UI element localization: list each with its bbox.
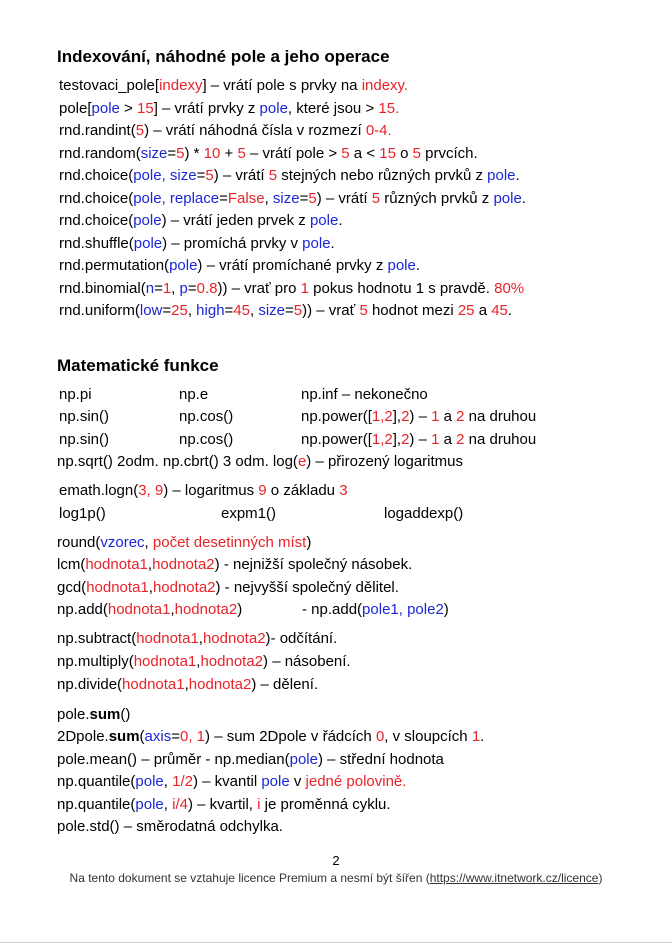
function-cell: [301, 408, 536, 426]
code-line: [57, 818, 283, 836]
text-fragment: 2: [401, 431, 410, 448]
code-line: [57, 728, 484, 746]
text-fragment: 15: [379, 145, 396, 162]
text-fragment: rnd.permutation(: [59, 257, 170, 274]
text-fragment: np.e: [179, 386, 209, 403]
text-fragment: np.pi: [59, 386, 92, 403]
text-fragment: ) – sum 2Dpole v řádcích: [205, 728, 376, 745]
license-suffix: ): [598, 871, 603, 885]
function-cell: [59, 408, 109, 426]
code-line: [57, 676, 318, 694]
text-fragment: =: [154, 280, 163, 297]
text-fragment: =: [187, 280, 197, 297]
text-fragment: ) – násobení.: [263, 653, 351, 670]
text-fragment: 15.: [378, 100, 400, 117]
text-fragment: pole: [309, 212, 339, 229]
text-fragment: 0-4.: [365, 122, 392, 139]
text-fragment: 2Dpole.: [57, 728, 109, 745]
code-line: [59, 145, 478, 163]
text-fragment: 3, 9: [138, 482, 164, 499]
text-fragment: ,: [144, 534, 153, 551]
text-fragment: 5: [371, 190, 381, 207]
text-fragment: prvcích.: [420, 145, 478, 162]
text-fragment: pole: [91, 100, 120, 117]
text-fragment: np.sqrt() 2odm. np.cbrt() 3 odm. log(: [57, 453, 298, 470]
code-line: [59, 280, 524, 298]
text-fragment: 3: [339, 482, 348, 499]
function-cell: [179, 408, 233, 426]
text-fragment: high: [196, 302, 225, 319]
text-fragment: pole.mean() – průměr - np.median(: [57, 751, 290, 768]
text-fragment: False: [227, 190, 265, 207]
text-fragment: 5: [176, 145, 185, 162]
text-fragment: hodnota1: [107, 601, 171, 618]
code-line: [59, 190, 526, 208]
text-fragment: v: [289, 773, 306, 790]
code-line: [57, 773, 406, 791]
text-fragment: np.add(: [57, 601, 108, 618]
text-fragment: =: [299, 190, 309, 207]
text-fragment: np.sin(): [59, 431, 110, 448]
function-cell: [301, 386, 428, 404]
license-link[interactable]: https://www.itnetwork.cz/licence: [429, 871, 599, 885]
text-fragment: hodnot mezi: [367, 302, 458, 319]
code-line: [59, 100, 399, 118]
text-fragment: pole[: [59, 100, 92, 117]
function-cell: [179, 386, 208, 404]
text-fragment: počet desetinných míst: [152, 534, 307, 551]
text-fragment: a: [439, 431, 457, 448]
text-fragment: hodnota1: [136, 630, 199, 647]
function-cell: [301, 431, 536, 449]
text-fragment: pole: [169, 257, 198, 274]
license-text: Na tento dokument se vztahuje licence Premium a nesmí být šířen (: [69, 871, 430, 885]
text-fragment: 2: [456, 408, 465, 425]
text-fragment: ) – kvartil,: [187, 796, 258, 813]
text-fragment: 5: [268, 167, 278, 184]
text-fragment: low: [139, 302, 163, 319]
text-fragment: p: [179, 280, 188, 297]
text-fragment: jedné polovině.: [305, 773, 407, 790]
text-fragment: sum: [89, 706, 121, 723]
code-line: [59, 302, 512, 320]
text-fragment: =: [285, 302, 294, 319]
text-fragment: ): [306, 534, 312, 551]
text-fragment: .: [515, 167, 520, 184]
text-fragment: =: [196, 167, 206, 184]
text-fragment: i: [257, 796, 261, 813]
text-fragment: np.cos(): [179, 408, 234, 425]
text-fragment: np.subtract(: [57, 630, 137, 647]
text-fragment: 1: [162, 280, 172, 297]
text-fragment: ) – přirozený logaritmus: [306, 453, 464, 470]
text-fragment: ,: [249, 302, 259, 319]
text-fragment: hodnota2: [152, 579, 216, 596]
text-fragment: ,: [198, 630, 203, 647]
text-fragment: np.sin(): [59, 408, 110, 425]
function-cell: [59, 431, 109, 449]
text-fragment: )) – vrať pro: [217, 280, 301, 297]
function-cell: expm1(): [221, 505, 277, 522]
code-line: [302, 601, 449, 619]
text-fragment: pole: [387, 257, 416, 274]
code-line: [57, 534, 311, 552]
text-fragment: pole: [259, 100, 288, 117]
text-fragment: np.multiply(: [57, 653, 134, 670]
text-fragment: ,: [187, 302, 197, 319]
text-fragment: hodnota2: [200, 653, 264, 670]
text-fragment: 1,2: [371, 431, 393, 448]
text-fragment: .: [415, 257, 421, 274]
text-fragment: 5: [135, 122, 145, 139]
text-fragment: (: [139, 728, 145, 745]
text-fragment: 1: [431, 408, 440, 425]
text-fragment: >: [119, 100, 137, 117]
text-fragment: ,: [171, 280, 180, 297]
code-line: [57, 453, 463, 471]
text-fragment: 80%: [494, 280, 525, 297]
text-fragment: )) – vrať: [302, 302, 360, 319]
text-fragment: 15: [137, 100, 154, 117]
text-fragment: lcm(: [57, 556, 86, 573]
code-line: [59, 167, 520, 185]
text-fragment: o základu: [266, 482, 340, 499]
text-fragment: ,: [170, 601, 175, 618]
text-fragment: pole: [261, 773, 290, 790]
function-cell: [59, 386, 92, 404]
text-fragment: ,: [148, 579, 153, 596]
text-fragment: e: [297, 453, 307, 470]
text-fragment: rnd.random(: [59, 145, 141, 162]
text-fragment: np.divide(: [57, 676, 123, 693]
text-fragment: pole: [135, 796, 164, 813]
text-fragment: =: [162, 302, 172, 319]
text-fragment: ],: [392, 408, 402, 425]
text-fragment: rnd.choice(: [59, 190, 134, 207]
text-fragment: )- odčítání.: [265, 630, 338, 647]
text-fragment: - np.add(: [302, 601, 363, 618]
text-fragment: ] – vrátí pole s prvky na: [202, 77, 362, 94]
text-fragment: ] – vrátí prvky z: [153, 100, 260, 117]
text-fragment: ,: [163, 796, 173, 813]
license-footer: [0, 871, 672, 885]
text-fragment: np.inf – nekonečno: [301, 386, 428, 403]
text-fragment: pole, replace: [133, 190, 220, 207]
text-fragment: size: [258, 302, 286, 319]
text-fragment: 1/2: [172, 773, 193, 790]
text-fragment: pokus hodnotu 1 s pravdě.: [308, 280, 495, 297]
text-fragment: indexy.: [361, 77, 409, 94]
text-fragment: ) – vrátí: [213, 167, 269, 184]
code-line: [59, 122, 392, 140]
text-fragment: 2: [456, 431, 465, 448]
text-fragment: různých prvků z: [380, 190, 494, 207]
section-title-math: Matematické funkce: [57, 356, 219, 375]
text-fragment: stejných nebo různých prvků z: [277, 167, 488, 184]
text-fragment: rnd.choice(: [59, 212, 134, 229]
text-fragment: =: [219, 190, 228, 207]
text-fragment: 5: [237, 145, 246, 162]
text-fragment: ) - nejvyšší společný dělitel.: [215, 579, 399, 596]
text-fragment: a <: [349, 145, 380, 162]
text-fragment: ,: [264, 190, 273, 207]
text-fragment: pole: [133, 212, 162, 229]
text-fragment: sum: [108, 728, 140, 745]
text-fragment: i/4: [172, 796, 188, 813]
text-fragment: pole, size: [133, 167, 197, 184]
text-fragment: 5: [308, 190, 317, 207]
text-fragment: 5: [205, 167, 214, 184]
text-fragment: 1: [431, 431, 440, 448]
text-fragment: pole: [289, 751, 318, 768]
text-fragment: pole.std() – směrodatná odchylka.: [57, 818, 283, 835]
text-fragment: ],: [392, 431, 402, 448]
text-fragment: 1,2: [371, 408, 393, 425]
text-fragment: ) – vrátí jeden prvek z: [161, 212, 310, 229]
text-fragment: 0.8: [196, 280, 218, 297]
text-fragment: hodnota1: [85, 556, 148, 573]
text-fragment: 5: [359, 302, 368, 319]
text-fragment: testovaci_pole[: [59, 77, 160, 94]
text-fragment: a: [474, 302, 492, 319]
code-line: [59, 482, 348, 500]
text-fragment: 9: [258, 482, 267, 499]
text-fragment: ,: [184, 676, 189, 693]
text-fragment: size: [272, 190, 300, 207]
text-fragment: rnd.randint(: [59, 122, 136, 139]
text-fragment: ) – vrátí: [316, 190, 372, 207]
code-line: [59, 257, 420, 275]
text-fragment: np.cos(): [179, 431, 234, 448]
text-fragment: ,: [163, 773, 173, 790]
text-fragment: pole: [133, 235, 163, 252]
text-fragment: , které jsou >: [287, 100, 379, 117]
page-number: 2: [332, 853, 340, 868]
text-fragment: .: [338, 212, 343, 229]
text-fragment: .: [521, 190, 526, 207]
text-fragment: (): [120, 706, 131, 723]
text-fragment: hodnota1: [86, 579, 149, 596]
text-fragment: rnd.shuffle(: [59, 235, 134, 252]
text-fragment: rnd.choice(: [59, 167, 134, 184]
text-fragment: ) – střední hodnota: [317, 751, 444, 768]
text-fragment: 10: [203, 145, 221, 162]
text-fragment: gcd(: [57, 579, 87, 596]
code-line: [59, 77, 408, 95]
text-fragment: =: [171, 728, 180, 745]
function-cell: [179, 431, 233, 449]
text-fragment: vzorec: [100, 534, 145, 551]
code-line: [57, 751, 444, 769]
text-fragment: na druhou: [464, 431, 537, 448]
text-fragment: ,: [196, 653, 201, 670]
text-fragment: ) –: [409, 431, 432, 448]
text-fragment: np.quantile(: [57, 773, 136, 790]
text-fragment: pole.: [57, 706, 90, 723]
text-fragment: 5: [412, 145, 421, 162]
text-fragment: – vrátí pole >: [245, 145, 342, 162]
text-fragment: .: [507, 302, 513, 319]
text-fragment: hodnota1: [133, 653, 197, 670]
text-fragment: na druhou: [464, 408, 537, 425]
code-line: [57, 630, 337, 648]
code-line: [57, 653, 351, 671]
code-line: [59, 212, 343, 230]
text-fragment: hodnota1: [122, 676, 185, 693]
text-fragment: .: [480, 728, 485, 745]
text-fragment: 0: [375, 728, 385, 745]
function-cell: log1p(): [59, 505, 106, 522]
text-fragment: round(: [57, 534, 101, 551]
text-fragment: ) – vrátí náhodná čísla v rozmezí: [144, 122, 366, 139]
text-fragment: hodnota2: [174, 601, 238, 618]
text-fragment: 25: [457, 302, 475, 319]
text-fragment: ) – kvantil: [192, 773, 262, 790]
text-fragment: 2: [401, 408, 410, 425]
text-fragment: ,: [147, 556, 153, 573]
text-fragment: pole1, pole2: [362, 601, 444, 618]
text-fragment: rnd.binomial(: [59, 280, 146, 297]
text-fragment: .: [330, 235, 335, 252]
text-fragment: hodnota2: [202, 630, 266, 647]
text-fragment: ) – vrátí promíchané prvky z: [197, 257, 388, 274]
code-line: [57, 556, 412, 574]
text-fragment: indexy: [159, 77, 203, 94]
text-fragment: 1: [471, 728, 481, 745]
text-fragment: 45: [233, 302, 250, 319]
section-title-indexing: Indexování, náhodné pole a jeho operace: [57, 47, 390, 66]
text-fragment: size: [140, 145, 168, 162]
text-fragment: rnd.uniform(: [59, 302, 140, 319]
text-fragment: 25: [171, 302, 188, 319]
text-fragment: ): [443, 601, 449, 618]
text-fragment: 0, 1: [180, 728, 206, 745]
text-fragment: ) - nejnižší společný násobek.: [214, 556, 413, 573]
text-fragment: hodnota2: [152, 556, 215, 573]
code-line: [57, 579, 399, 597]
page-bottom-border: [0, 942, 672, 943]
text-fragment: =: [224, 302, 234, 319]
text-fragment: ) – logaritmus: [163, 482, 259, 499]
code-line: [59, 235, 335, 253]
text-fragment: emath.logn(: [59, 482, 139, 499]
text-fragment: axis: [144, 728, 172, 745]
text-fragment: ) – promíchá prvky v: [162, 235, 303, 252]
text-fragment: o: [395, 145, 413, 162]
text-fragment: 5: [341, 145, 350, 162]
function-cell: logaddexp(): [384, 505, 464, 522]
text-fragment: +: [220, 145, 238, 162]
text-fragment: n: [145, 280, 155, 297]
code-line: [57, 796, 391, 814]
text-fragment: 1: [300, 280, 309, 297]
text-fragment: 45: [491, 302, 508, 319]
text-fragment: a: [439, 408, 457, 425]
text-fragment: np.power([: [301, 408, 372, 425]
text-fragment: pole: [493, 190, 522, 207]
text-fragment: , v sloupcích: [384, 728, 472, 745]
text-fragment: ): [237, 601, 243, 618]
text-fragment: np.power([: [301, 431, 372, 448]
text-fragment: hodnota2: [188, 676, 252, 693]
code-line: [57, 706, 130, 724]
text-fragment: 5: [293, 302, 303, 319]
text-fragment: je proměnná cyklu.: [260, 796, 391, 813]
text-fragment: pole: [135, 773, 164, 790]
text-fragment: ) – dělení.: [251, 676, 319, 693]
text-fragment: pole: [487, 167, 516, 184]
text-fragment: pole: [302, 235, 331, 252]
text-fragment: np.quantile(: [57, 796, 136, 813]
text-fragment: ) *: [184, 145, 204, 162]
text-fragment: ) –: [409, 408, 432, 425]
text-fragment: =: [167, 145, 177, 162]
code-line: [57, 601, 242, 619]
